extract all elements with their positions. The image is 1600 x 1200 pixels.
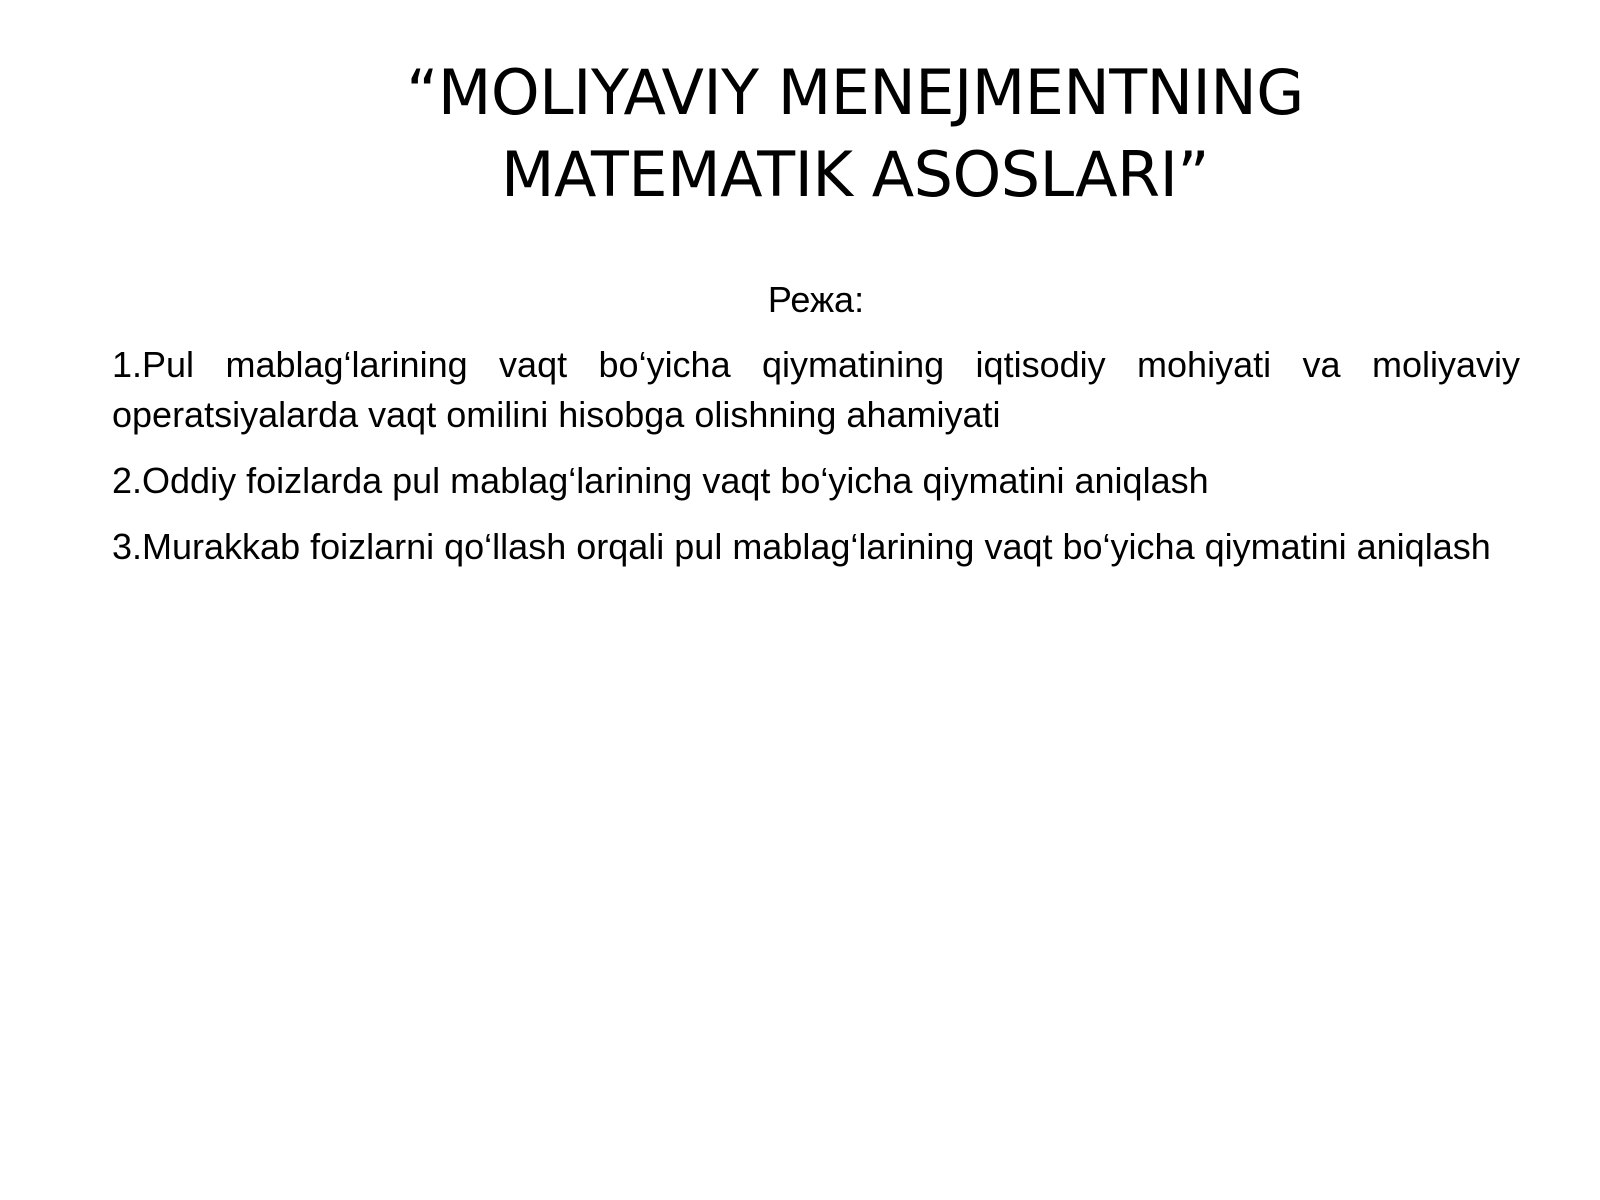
slide-title: [240, 52, 1470, 216]
plan-list: [112, 340, 1520, 588]
slide-title-line-1: “MOLIYAVIY MENEJMENTNING: [406, 56, 1304, 129]
plan-heading: Режа:: [767, 279, 865, 320]
plan-item-1: 1.Pul mablag‘larining vaqt bo‘yicha qiymatining iqtisodiy mohiyati va moliyaviy operatsiyalarda vaqt omilini hisobga olishning ahamiyati: [112, 344, 1520, 435]
slide-title-line-2: MATEMATIK ASOSLARI”: [500, 138, 1210, 211]
plan-item-2: 2.Oddiy foizlarda pul mablag‘larining vaqt bo‘yicha qiymatini aniqlash: [112, 460, 1209, 501]
plan-item-3: 3.Murakkab foizlarni qo‘llash orqali pul mablag‘larining vaqt bo‘yicha qiymatini aniqlash: [112, 526, 1491, 567]
